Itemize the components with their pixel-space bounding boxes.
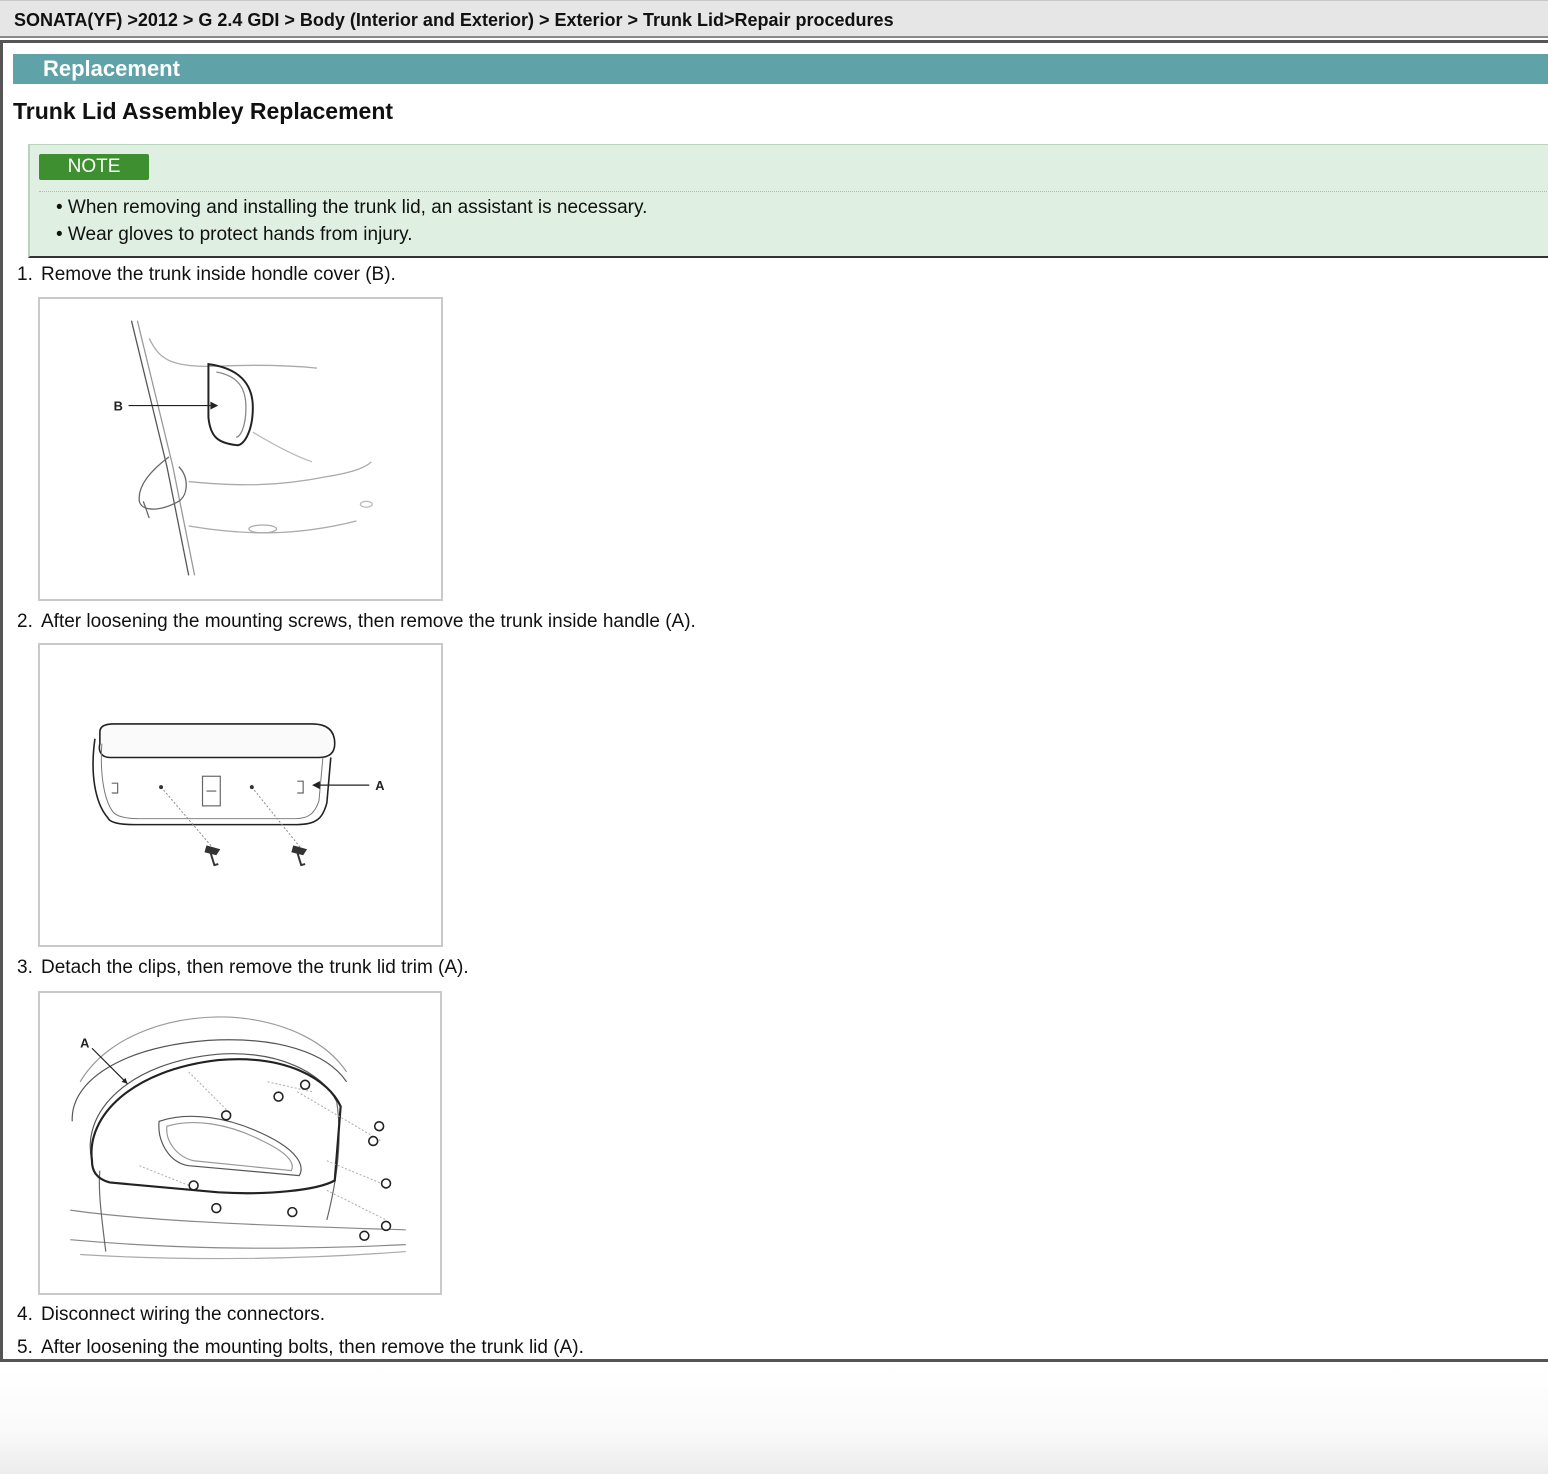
trunk-handle-cover-illustration [40,299,441,599]
note-item: • When removing and installing the trunk lid, an assistant is necessary. [56,197,648,218]
figure-callout: B [113,398,123,414]
figure-trunk-handle-cover [38,297,443,601]
page-title: Trunk Lid Assembley Replacement [13,98,394,124]
page-background-fade [0,1365,1548,1474]
trunk-lid-trim-illustration [40,993,440,1293]
figure-trunk-inside-handle [38,643,443,947]
figure-callout: A [80,1035,90,1051]
note-box [28,144,1548,258]
step-1 [17,264,396,286]
step-number: 1. [17,264,33,285]
step-2 [17,611,696,633]
note-badge: NOTE [39,154,149,180]
step-5 [17,1337,584,1359]
step-text: Detach the clips, then remove the trunk lid trim (A). [41,957,469,978]
figure-callout: A [375,778,385,794]
figure-trunk-lid-trim [38,991,442,1295]
step-number: 4. [17,1304,33,1325]
section-header: Replacement [13,54,1548,84]
step-3 [17,957,469,979]
step-text: Remove the trunk inside hondle cover (B). [41,264,396,285]
content-frame [0,40,1548,1362]
step-text: Disconnect wiring the connectors. [41,1304,326,1325]
note-item: • Wear gloves to protect hands from injury. [56,224,413,245]
step-number: 3. [17,957,33,978]
step-number: 5. [17,1337,33,1358]
note-divider [39,191,1548,192]
step-text: After loosening the mounting bolts, then remove the trunk lid (A). [41,1337,584,1358]
trunk-inside-handle-illustration [40,645,441,945]
step-number: 2. [17,611,33,632]
step-4 [17,1304,325,1326]
breadcrumb: SONATA(YF) >2012 > G 2.4 GDI > Body (Interior and Exterior) > Exterior > Trunk Lid>Repair procedures [0,0,1548,38]
step-text: After loosening the mounting screws, then remove the trunk inside handle (A). [41,611,696,632]
